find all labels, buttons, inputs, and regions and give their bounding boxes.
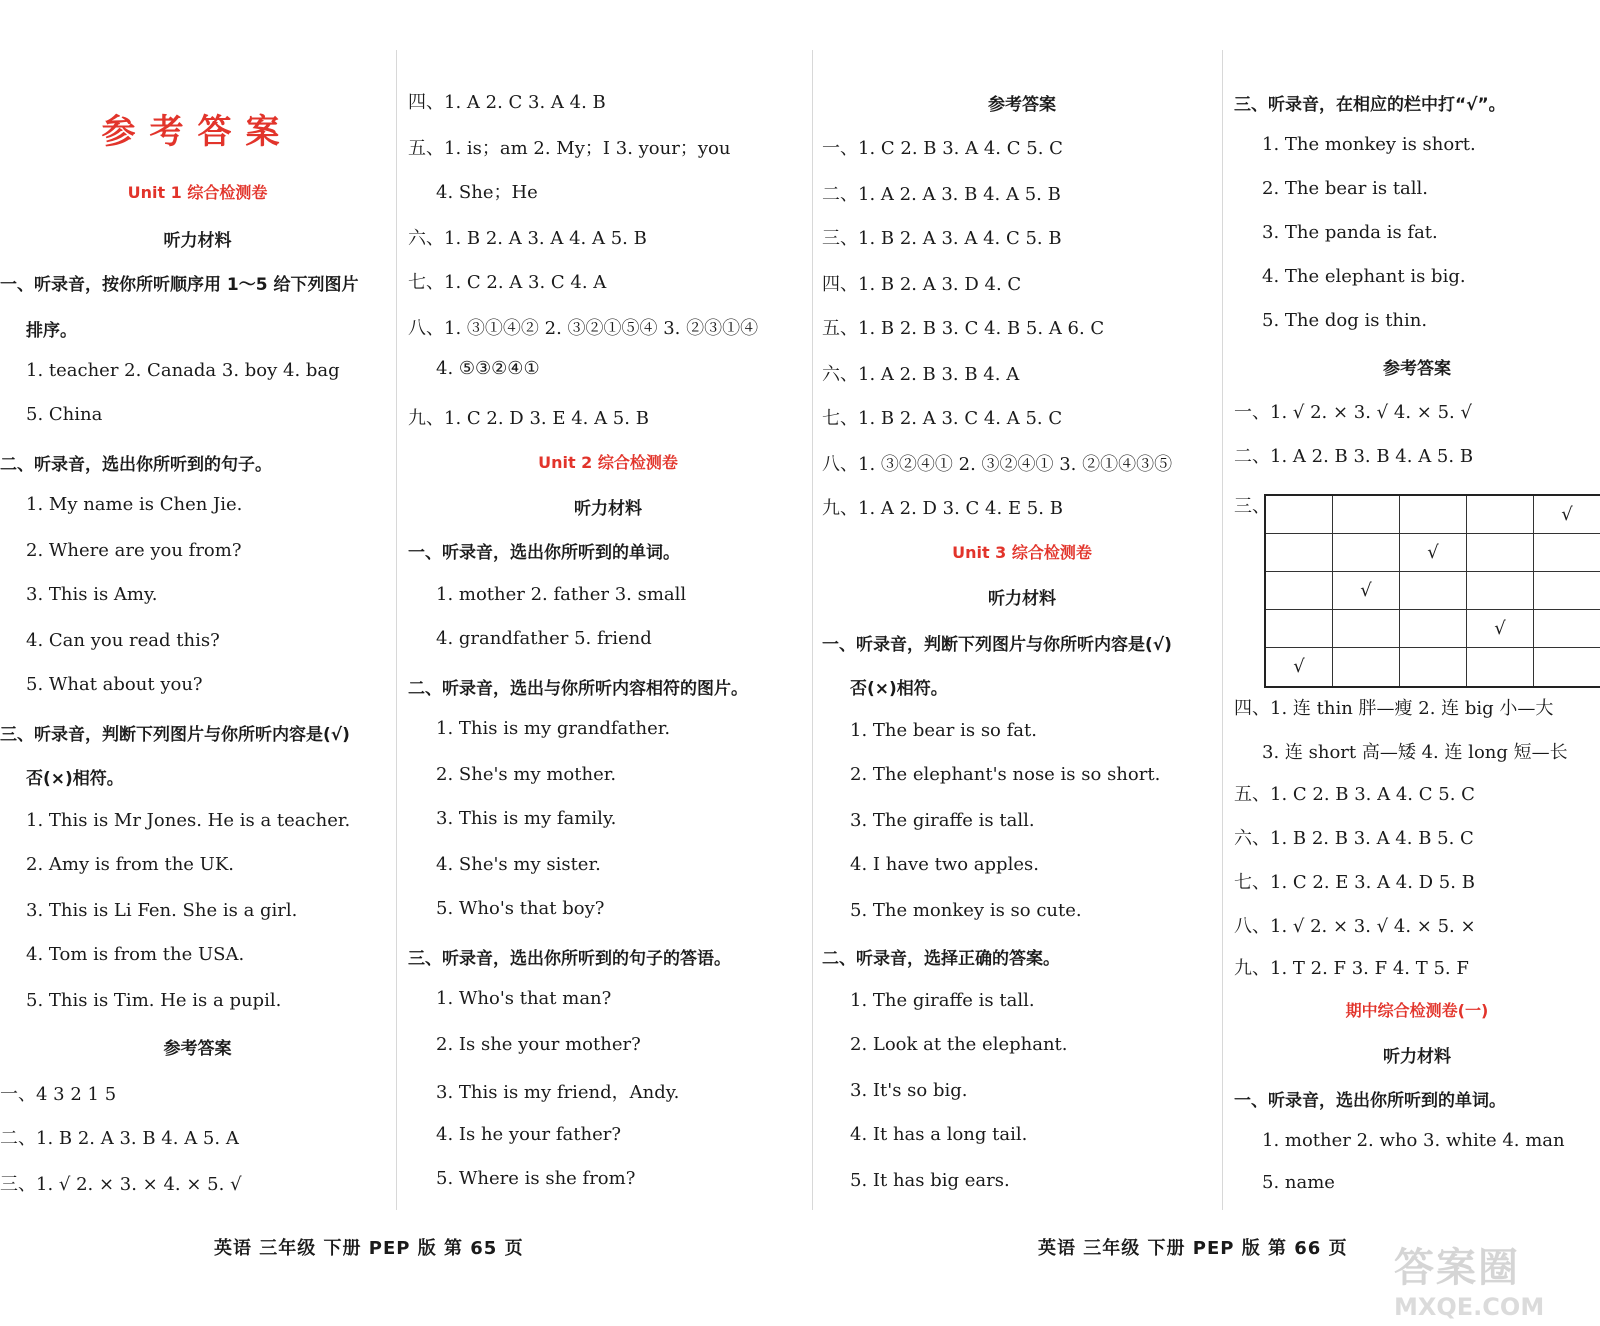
sentence-line: 2. She's my mother. bbox=[436, 764, 617, 785]
sentence-line: 5. This is Tim. He is a pupil. bbox=[26, 990, 282, 1011]
grid-cell bbox=[1400, 496, 1467, 534]
answer-line: 九、1. A 2. D 3. C 4. E 5. B bbox=[822, 498, 1063, 519]
sentence-line: 3. The panda is fat. bbox=[1262, 222, 1438, 243]
answer-line: 八、1. ③①④② 2. ③②①⑤④ 3. ②③①④ bbox=[408, 318, 759, 339]
sentence-line: 5. The monkey is so cute. bbox=[850, 900, 1082, 921]
grid-cell: √ bbox=[1467, 610, 1534, 648]
answer-line: 六、1. A 2. B 3. B 4. A bbox=[822, 364, 1020, 385]
answer-line: 四、1. B 2. A 3. D 4. C bbox=[822, 274, 1022, 295]
sentence-line: 3. This is Li Fen. She is a girl. bbox=[26, 900, 298, 921]
answers-heading: 参考答案 bbox=[163, 1039, 232, 1059]
answer-line: 七、1. C 2. A 3. C 4. A bbox=[408, 272, 607, 293]
sentence-line: 3. This is my family. bbox=[436, 808, 617, 829]
sentence-line: 4. I have two apples. bbox=[850, 854, 1039, 875]
sentence-line: 2. Where are you from? bbox=[26, 540, 242, 561]
unit2-heading: Unit 2 综合检测卷 bbox=[538, 453, 678, 472]
word-line: 1. mother 2. father 3. small bbox=[436, 584, 687, 605]
grid-cell: √ bbox=[1333, 572, 1400, 610]
sentence-line: 2. Look at the elephant. bbox=[850, 1034, 1068, 1055]
grid-cell bbox=[1266, 572, 1333, 610]
grid-cell bbox=[1534, 572, 1600, 610]
question-1: 一、听录音，按你所听顺序用 1～5 给下列图片 bbox=[0, 275, 359, 295]
grid-cell: √ bbox=[1534, 496, 1600, 534]
listening-heading: 听力材料 bbox=[1383, 1047, 1451, 1067]
answer-line: 3. 连 short 高—矮 4. 连 long 短—长 bbox=[1262, 742, 1568, 763]
unit1-heading: Unit 1 综合检测卷 bbox=[127, 183, 268, 202]
sentence-line: 4. Can you read this? bbox=[26, 630, 220, 651]
grid-cell bbox=[1333, 534, 1400, 572]
grid-cell bbox=[1266, 610, 1333, 648]
sentence-line: 5. It has big ears. bbox=[850, 1170, 1010, 1191]
answer-line: 二、1. A 2. A 3. B 4. A 5. B bbox=[822, 184, 1061, 205]
answer-line: 八、1. ③②④① 2. ③②④① 3. ②①④③⑤ bbox=[822, 454, 1173, 475]
page-title: 参考答案 bbox=[101, 112, 294, 152]
grid-cell bbox=[1467, 572, 1534, 610]
grid-cell bbox=[1266, 534, 1333, 572]
sentence-line: 2. The elephant's nose is so short. bbox=[850, 764, 1161, 785]
question-1: 一、听录音，选出你所听到的单词。 bbox=[408, 543, 680, 563]
sentence-line: 3. This is Amy. bbox=[26, 584, 158, 605]
answer-line: 4. She；He bbox=[436, 182, 538, 203]
sentence-line: 4. Tom is from the USA. bbox=[26, 944, 245, 965]
watermark-text: 答案圈 bbox=[1394, 1245, 1520, 1291]
answer-line: 六、1. B 2. A 3. A 4. A 5. B bbox=[408, 228, 647, 249]
grid-cell bbox=[1333, 610, 1400, 648]
sentence-line: 4. She's my sister. bbox=[436, 854, 601, 875]
answer-line: 一、1. C 2. B 3. A 4. C 5. C bbox=[822, 138, 1063, 159]
answer-line: 4. ⑤③②④① bbox=[436, 358, 540, 379]
answers-heading: 参考答案 bbox=[1383, 359, 1451, 379]
grid-cell bbox=[1534, 610, 1600, 648]
sentence-line: 5. Where is she from? bbox=[436, 1168, 636, 1189]
sentence-line: 2. Amy is from the UK. bbox=[26, 854, 235, 875]
grid-cell bbox=[1400, 572, 1467, 610]
answers-heading: 参考答案 bbox=[988, 95, 1056, 115]
question-1: 一、听录音，选出你所听到的单词。 bbox=[1234, 1091, 1506, 1111]
word-line: 5. name bbox=[1262, 1172, 1335, 1193]
listening-heading: 听力材料 bbox=[163, 231, 232, 251]
grid-cell bbox=[1333, 648, 1400, 686]
footer-page-65: 英语 三年级 下册 PEP 版 第 65 页 bbox=[214, 1238, 524, 1259]
sentence-line: 3. The giraffe is tall. bbox=[850, 810, 1035, 831]
answer-line: 八、1. √ 2. × 3. √ 4. × 5. × bbox=[1234, 916, 1476, 937]
grid-cell: √ bbox=[1400, 534, 1467, 572]
unit3-heading: Unit 3 综合检测卷 bbox=[952, 543, 1092, 562]
sentence-line: 2. Is she your mother? bbox=[436, 1034, 641, 1055]
question-3: 三、听录音，判断下列图片与你所听内容是(√) bbox=[0, 725, 350, 745]
question-3: 三、听录音，选出你所听到的句子的答语。 bbox=[408, 949, 731, 969]
grid-cell bbox=[1467, 648, 1534, 686]
answer-line: 二、1. B 2. A 3. B 4. A 5. A bbox=[0, 1128, 239, 1149]
answer-line: 三、 bbox=[1234, 496, 1270, 517]
grid-cell bbox=[1400, 648, 1467, 686]
answer-line: 5. China bbox=[26, 404, 103, 425]
sentence-line: 1. Who's that man? bbox=[436, 988, 612, 1009]
sentence-line: 1. My name is Chen Jie. bbox=[26, 494, 243, 515]
sentence-line: 5. The dog is thin. bbox=[1262, 310, 1428, 331]
grid-cell bbox=[1467, 496, 1534, 534]
question-2: 二、听录音，选出你所听到的句子。 bbox=[0, 455, 272, 475]
grid-cell bbox=[1534, 534, 1600, 572]
sentence-line: 4. It has a long tail. bbox=[850, 1124, 1028, 1145]
sentence-line: 3. This is my friend，Andy. bbox=[436, 1082, 680, 1103]
word-line: 1. mother 2. who 3. white 4. man bbox=[1262, 1130, 1565, 1151]
watermark-logo bbox=[1394, 1236, 1584, 1321]
answer-line: 四、1. 连 thin 胖—瘦 2. 连 big 小—大 bbox=[1234, 698, 1554, 719]
answer-line: 一、4 3 2 1 5 bbox=[0, 1084, 117, 1105]
column-divider bbox=[1222, 50, 1223, 1210]
sentence-line: 4. Is he your father? bbox=[436, 1124, 621, 1145]
answer-line: 七、1. B 2. A 3. C 4. A 5. C bbox=[822, 408, 1063, 429]
answer-line: 七、1. C 2. E 3. A 4. D 5. B bbox=[1234, 872, 1475, 893]
grid-cell bbox=[1400, 610, 1467, 648]
answer-line: 三、1. B 2. A 3. A 4. C 5. B bbox=[822, 228, 1062, 249]
column-divider bbox=[396, 50, 397, 1210]
answer-line: 五、1. C 2. B 3. A 4. C 5. C bbox=[1234, 784, 1475, 805]
sentence-line: 5. Who's that boy? bbox=[436, 898, 605, 919]
question-2: 二、听录音，选择正确的答案。 bbox=[822, 949, 1060, 969]
grid-cell bbox=[1266, 496, 1333, 534]
sentence-line: 1. The bear is so fat. bbox=[850, 720, 1037, 741]
grid-cell: √ bbox=[1266, 648, 1333, 686]
listening-heading: 听力材料 bbox=[988, 589, 1056, 609]
grid-cell bbox=[1467, 534, 1534, 572]
sentence-line: 1. The giraffe is tall. bbox=[850, 990, 1035, 1011]
sentence-line: 1. The monkey is short. bbox=[1262, 134, 1476, 155]
answer-line: 一、1. √ 2. × 3. √ 4. × 5. √ bbox=[1234, 402, 1472, 423]
question-3: 三、听录音，在相应的栏中打“√”。 bbox=[1234, 95, 1506, 115]
watermark-url: MXQE.COM bbox=[1394, 1293, 1545, 1321]
footer-page-66: 英语 三年级 下册 PEP 版 第 66 页 bbox=[1038, 1238, 1348, 1259]
answer-line: 五、1. is；am 2. My；I 3. your；you bbox=[408, 138, 731, 159]
answer-line: 二、1. A 2. B 3. B 4. A 5. B bbox=[1234, 446, 1474, 467]
answer-line: 四、1. A 2. C 3. A 4. B bbox=[408, 92, 606, 113]
answer-grid bbox=[1264, 494, 1600, 688]
question-1-cont: 排序。 bbox=[26, 321, 77, 341]
question-1-cont: 否(×)相符。 bbox=[850, 679, 948, 699]
question-3-cont: 否(×)相符。 bbox=[26, 769, 124, 789]
answer-line: 九、1. T 2. F 3. F 4. T 5. F bbox=[1234, 958, 1469, 979]
sentence-line: 3. It's so big. bbox=[850, 1080, 968, 1101]
sentence-line: 5. What about you? bbox=[26, 674, 203, 695]
answer-line: 六、1. B 2. B 3. A 4. B 5. C bbox=[1234, 828, 1474, 849]
midterm-heading: 期中综合检测卷(一) bbox=[1345, 1001, 1489, 1020]
grid-cell bbox=[1534, 648, 1600, 686]
sentence-line: 4. The elephant is big. bbox=[1262, 266, 1466, 287]
answer-line: 1. teacher 2. Canada 3. boy 4. bag bbox=[26, 360, 340, 381]
word-line: 4. grandfather 5. friend bbox=[436, 628, 652, 649]
listening-heading: 听力材料 bbox=[574, 499, 642, 519]
answer-line: 三、1. √ 2. × 3. × 4. × 5. √ bbox=[0, 1174, 242, 1195]
sentence-line: 2. The bear is tall. bbox=[1262, 178, 1429, 199]
answer-line: 九、1. C 2. D 3. E 4. A 5. B bbox=[408, 408, 649, 429]
column-divider bbox=[812, 50, 813, 1210]
question-1: 一、听录音，判断下列图片与你所听内容是(√) bbox=[822, 635, 1172, 655]
sentence-line: 1. This is my grandfather. bbox=[436, 718, 671, 739]
question-2: 二、听录音，选出与你所听内容相符的图片。 bbox=[408, 679, 748, 699]
grid-cell bbox=[1333, 496, 1400, 534]
sentence-line: 1. This is Mr Jones. He is a teacher. bbox=[26, 810, 351, 831]
answer-line: 五、1. B 2. B 3. C 4. B 5. A 6. C bbox=[822, 318, 1105, 339]
